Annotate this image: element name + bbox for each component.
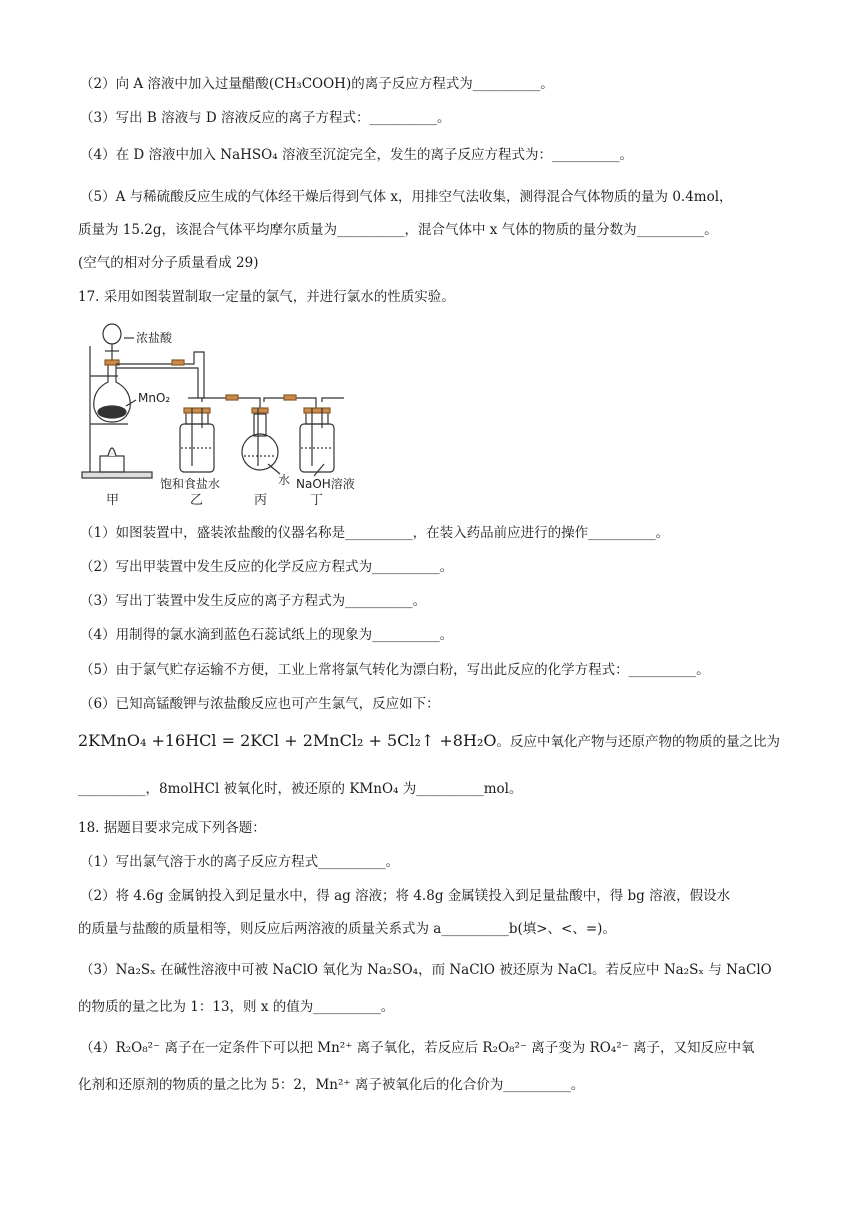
apparatus-figure (78, 316, 378, 506)
equation-tail: 。反应中氧化产物与还原产物的物质的量之比为 (496, 734, 780, 750)
q17-part3: （3）写出丁装置中发生反应的离子方程式为__________。 (80, 593, 427, 609)
q17-part1: （1）如图装置中，盛装浓盐酸的仪器名称是__________，在装入药品前应进行的操作__________。 (80, 525, 670, 541)
q18-title: 18. 据题目要求完成下列各题： (78, 820, 266, 836)
flask-bing (242, 434, 278, 470)
label-water: 水 (278, 473, 291, 487)
q17-part2: （2）写出甲装置中发生反应的化学反应方程式为__________。 (80, 559, 454, 575)
caption-jia: 甲 (106, 493, 120, 506)
q16-part5-line2: 质量为 15.2g，该混合气体平均摩尔质量为__________，混合气体中 x 气体的物质的量分数为__________。 (78, 222, 718, 238)
q18-part3-line2: 的物质的量之比为 1：13，则 x 的值为__________。 (78, 999, 395, 1015)
label-naoh-solution: NaOH溶液 (296, 477, 355, 491)
q16-part4: （4）在 D 溶液中加入 NaHSO₄ 溶液至沉淀完全，发生的离子反应方程式为：__________。 (80, 147, 633, 163)
q16-part5-line1: （5）A 与稀硫酸反应生成的气体经干燥后得到气体 x，用排空气法收集，测得混合气体物质的量为 0.4mol， (80, 189, 733, 205)
q17-part5: （5）由于氯气贮存运输不方便，工业上常将氯气转化为漂白粉，写出此反应的化学方程式：__________。 (80, 662, 710, 678)
caption-yi: 乙 (190, 493, 204, 506)
q17-part6: （6）已知高锰酸钾与浓盐酸反应也可产生氯气，反应如下： (80, 696, 440, 712)
q18-part2-line1: （2）将 4.6g 金属钠投入到足量水中，得 ag 溶液；将 4.8g 金属镁投入到足量盐酸中，得 bg 溶液，假设水 (80, 888, 731, 904)
q18-part4-line1: （4）R₂O₈²⁻ 离子在一定条件下可以把 Mn²⁺ 离子氧化，若反应后 R₂O₈²⁻ 离子变为 RO₄²⁻ 离子，又知反应中氧 (80, 1040, 755, 1056)
kmno4-equation: 2KMnO₄ +16HCl = 2KCl + 2MnCl₂ + 5Cl₂↑ +8H₂O (78, 731, 497, 750)
q17-title: 17. 采用如图装置制取一定量的氯气，并进行氯水的性质实验。 (78, 289, 455, 305)
caption-bing: 丙 (254, 493, 268, 506)
q18-part2-line2: 的质量与盐酸的质量相等，则反应后两溶液的质量关系式为 a__________b(填>、<、=)。 (78, 921, 616, 937)
q16-part3: （3）写出 B 溶液与 D 溶液反应的离子方程式：__________。 (80, 110, 451, 126)
label-concentrated-hcl: 浓盐酸 (136, 331, 173, 345)
caption-ding: 丁 (310, 493, 324, 506)
q17-equation-line (78, 731, 798, 752)
q16-part2: （2）向 A 溶液中加入过量醋酸(CH₃COOH)的离子反应方程式为__________。 (80, 76, 554, 92)
alcohol-lamp (100, 456, 124, 472)
q18-part3-line1: （3）Na₂Sₓ 在碱性溶液中可被 NaClO 氧化为 Na₂SO₄，而 NaClO 被还原为 NaCl。若反应中 Na₂Sₓ 与 NaClO (80, 962, 772, 978)
q17-part4: （4）用制得的氯水滴到蓝色石蕊试纸上的现象为__________。 (80, 627, 454, 643)
stand-base (82, 472, 152, 478)
q16-part5-note: (空气的相对分子质量看成 29) (78, 255, 259, 271)
separatory-funnel (103, 324, 121, 344)
q17-part6-line2: __________，8molHCl 被氧化时，被还原的 KMnO₄ 为__________mol。 (78, 781, 523, 797)
q18-part1: （1）写出氯气溶于水的离子反应方程式__________。 (80, 854, 400, 870)
label-saturated-brine: 饱和食盐水 (160, 477, 221, 491)
q18-part4-line2: 化剂和还原剂的物质的量之比为 5：2，Mn²⁺ 离子被氧化后的化合价为__________。 (78, 1077, 585, 1093)
label-mno2: MnO₂ (138, 391, 171, 405)
